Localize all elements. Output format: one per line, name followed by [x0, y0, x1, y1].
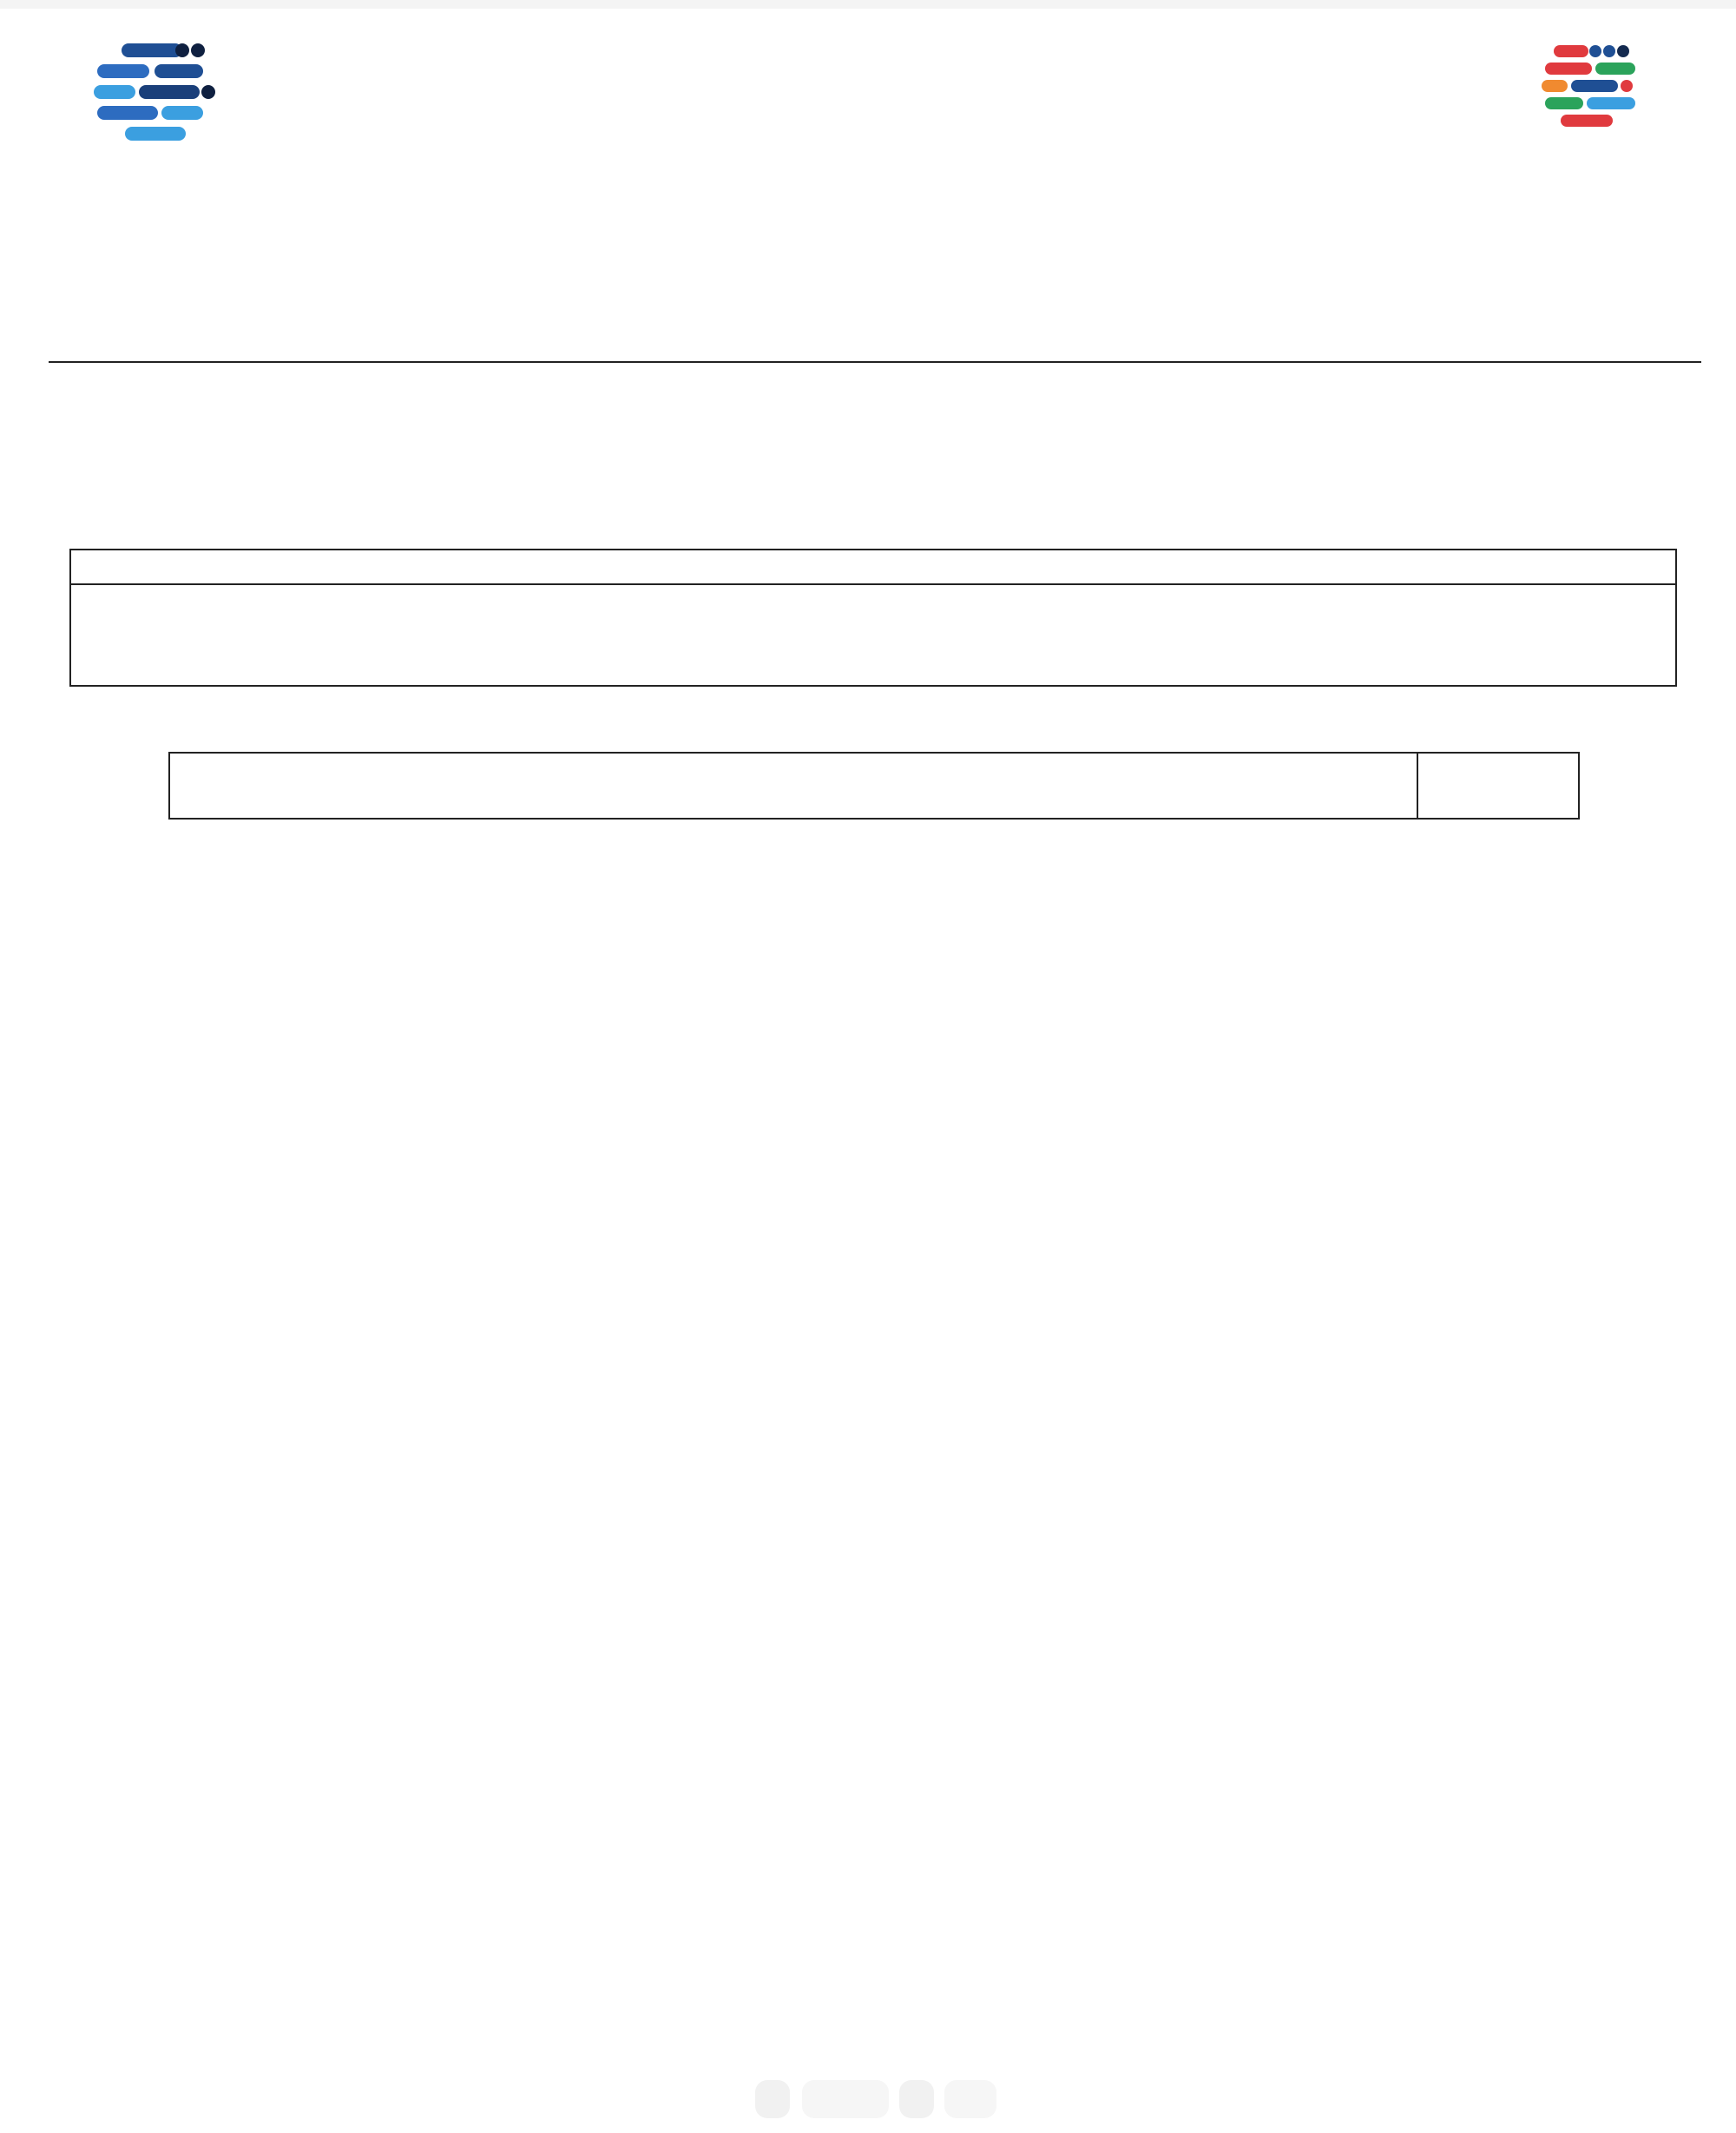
world-aquatics-logo	[52, 42, 260, 224]
top-strip	[0, 0, 1736, 9]
scroll-indicator-icon	[755, 2077, 998, 2122]
header-divider	[49, 361, 1701, 363]
world-aquatics-logo-icon	[52, 42, 260, 146]
header-divider-line	[1417, 754, 1418, 818]
records-table	[69, 549, 1677, 687]
championships-logo-icon	[1458, 42, 1719, 146]
championships-singapore-logo	[1458, 42, 1719, 224]
header-time-behind	[1457, 762, 1566, 787]
results-table-header	[168, 752, 1580, 820]
records-header	[71, 550, 1675, 585]
